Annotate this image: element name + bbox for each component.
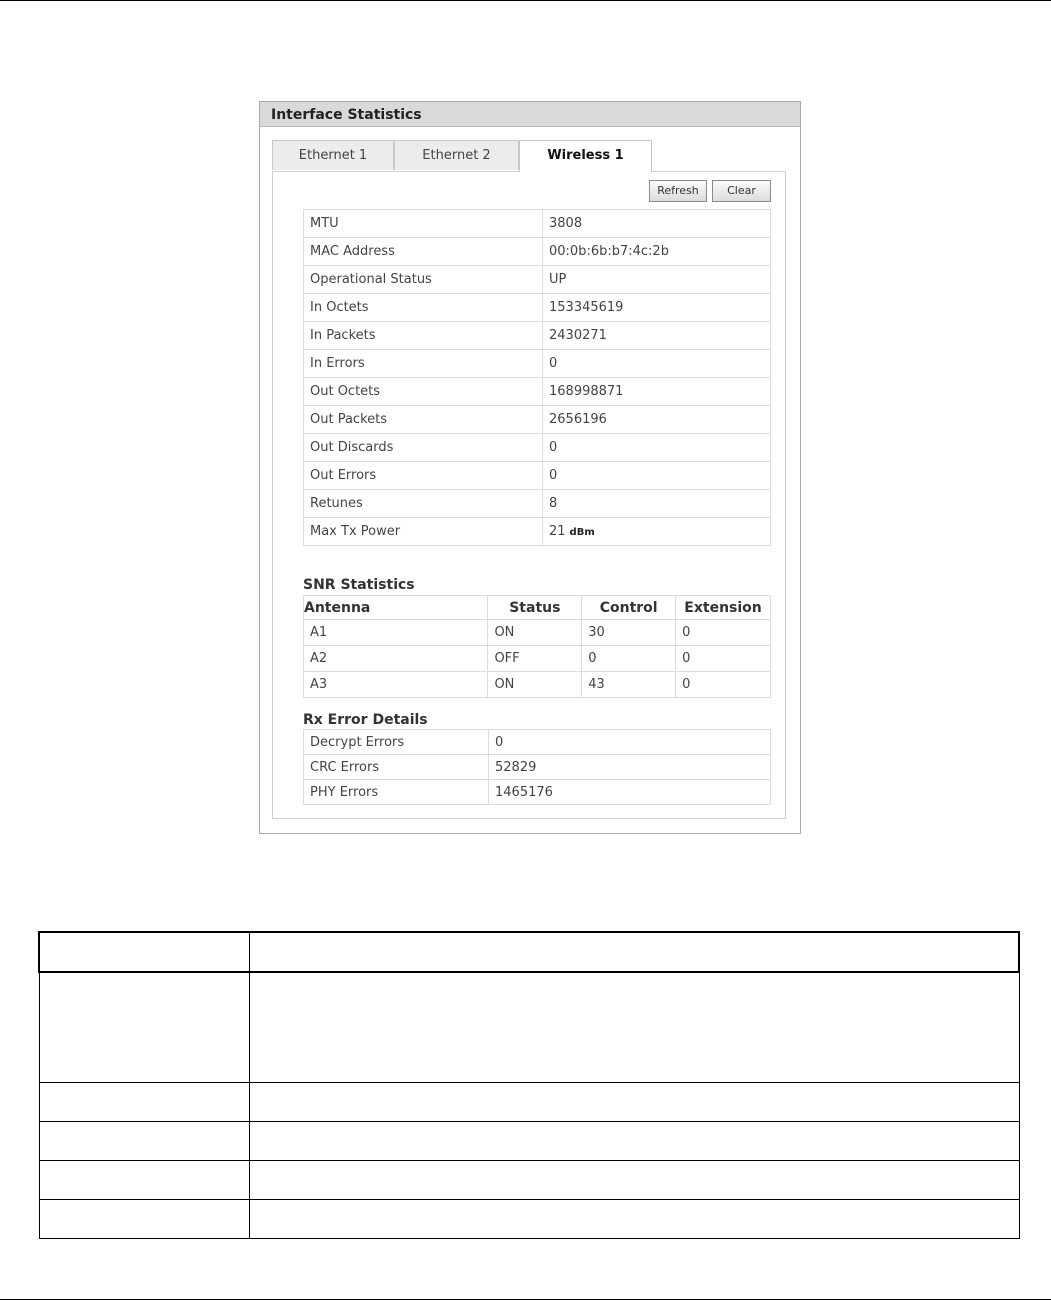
snr-cell: 0 [676,620,771,646]
table-cell [39,1082,249,1121]
table-row [304,322,771,350]
table-row [304,672,771,698]
table-row [39,1082,1019,1121]
stat-label: Operational Status [304,266,543,294]
table-cell [249,1160,1019,1199]
page-top-rule [0,0,1051,1]
tab-content [272,171,786,819]
snr-cell: 30 [582,620,676,646]
table-row [304,780,771,805]
stat-label: Max Tx Power [304,518,543,546]
panel-title: Interface Statistics [260,102,800,127]
snr-statistics-table [303,595,771,698]
stat-value: 153345619 [543,294,771,322]
snr-cell: 0 [676,672,771,698]
stat-label: In Packets [304,322,543,350]
stat-label: MAC Address [304,238,543,266]
stat-label: Out Discards [304,434,543,462]
stat-value: UP [543,266,771,294]
table-cell [39,932,249,972]
snr-cell: ON [488,620,582,646]
table-cell [39,972,249,1082]
interface-stats-table [303,209,771,546]
table-row [304,490,771,518]
table-cell [249,932,1019,972]
column-header-status: Status [488,596,582,620]
stat-value: 0 [543,350,771,378]
stat-value [543,518,771,546]
snr-cell: A2 [304,646,488,672]
snr-statistics-title: SNR Statistics [303,577,415,593]
column-header-extension: Extension [676,596,771,620]
stat-value: 2430271 [543,322,771,350]
document-table [38,931,1020,1237]
interface-statistics-panel [259,101,801,834]
table-row [304,350,771,378]
rx-error-details-table [303,729,771,805]
snr-cell: A1 [304,620,488,646]
table-cell [249,1121,1019,1160]
table-cell [39,1160,249,1199]
stat-label: Out Errors [304,462,543,490]
stat-value: 168998871 [543,378,771,406]
table-header-row [39,932,1019,972]
table-row [39,972,1019,1082]
max-tx-power-value: 21 [549,524,566,539]
tab-wireless-1[interactable]: Wireless 1 [519,140,652,172]
table-cell [39,1199,249,1238]
table-row [304,406,771,434]
table-cell [249,972,1019,1082]
table-row [304,730,771,755]
table-row [304,378,771,406]
table-row [304,620,771,646]
stat-value: 3808 [543,210,771,238]
table-row [304,518,771,546]
rx-error-label: Decrypt Errors [304,730,489,755]
tab-ethernet-1[interactable]: Ethernet 1 [272,140,394,170]
table-row [304,755,771,780]
table-row [304,294,771,322]
table-row [304,266,771,294]
clear-button[interactable]: Clear [712,180,771,202]
column-header-antenna: Antenna [304,596,488,620]
stat-value: 0 [543,462,771,490]
rx-error-value: 0 [489,730,771,755]
stat-label: Out Packets [304,406,543,434]
refresh-button[interactable]: Refresh [649,180,707,202]
stat-label: Out Octets [304,378,543,406]
tab-ethernet-2[interactable]: Ethernet 2 [394,140,519,170]
table-row [39,1199,1019,1238]
column-header-control: Control [582,596,676,620]
rx-error-value: 1465176 [489,780,771,805]
stat-label: MTU [304,210,543,238]
stat-value: 8 [543,490,771,518]
table-row [304,434,771,462]
table-row [304,462,771,490]
table-row [304,210,771,238]
table-header-row [304,596,771,620]
stat-label: In Errors [304,350,543,378]
table-cell [39,1121,249,1160]
snr-cell: ON [488,672,582,698]
snr-cell: 43 [582,672,676,698]
snr-cell: 0 [676,646,771,672]
table-row [39,1121,1019,1160]
unit-label: dBm [569,527,595,538]
snr-cell: 0 [582,646,676,672]
table-cell [249,1082,1019,1121]
table-row [304,238,771,266]
stat-label: Retunes [304,490,543,518]
snr-cell: OFF [488,646,582,672]
stat-label: In Octets [304,294,543,322]
rx-error-details-title: Rx Error Details [303,712,428,728]
stat-value: 00:0b:6b:b7:4c:2b [543,238,771,266]
rx-error-value: 52829 [489,755,771,780]
stat-value: 0 [543,434,771,462]
table-row [304,646,771,672]
table-cell [249,1199,1019,1238]
stat-value: 2656196 [543,406,771,434]
table-row [39,1160,1019,1199]
snr-cell: A3 [304,672,488,698]
rx-error-label: PHY Errors [304,780,489,805]
rx-error-label: CRC Errors [304,755,489,780]
